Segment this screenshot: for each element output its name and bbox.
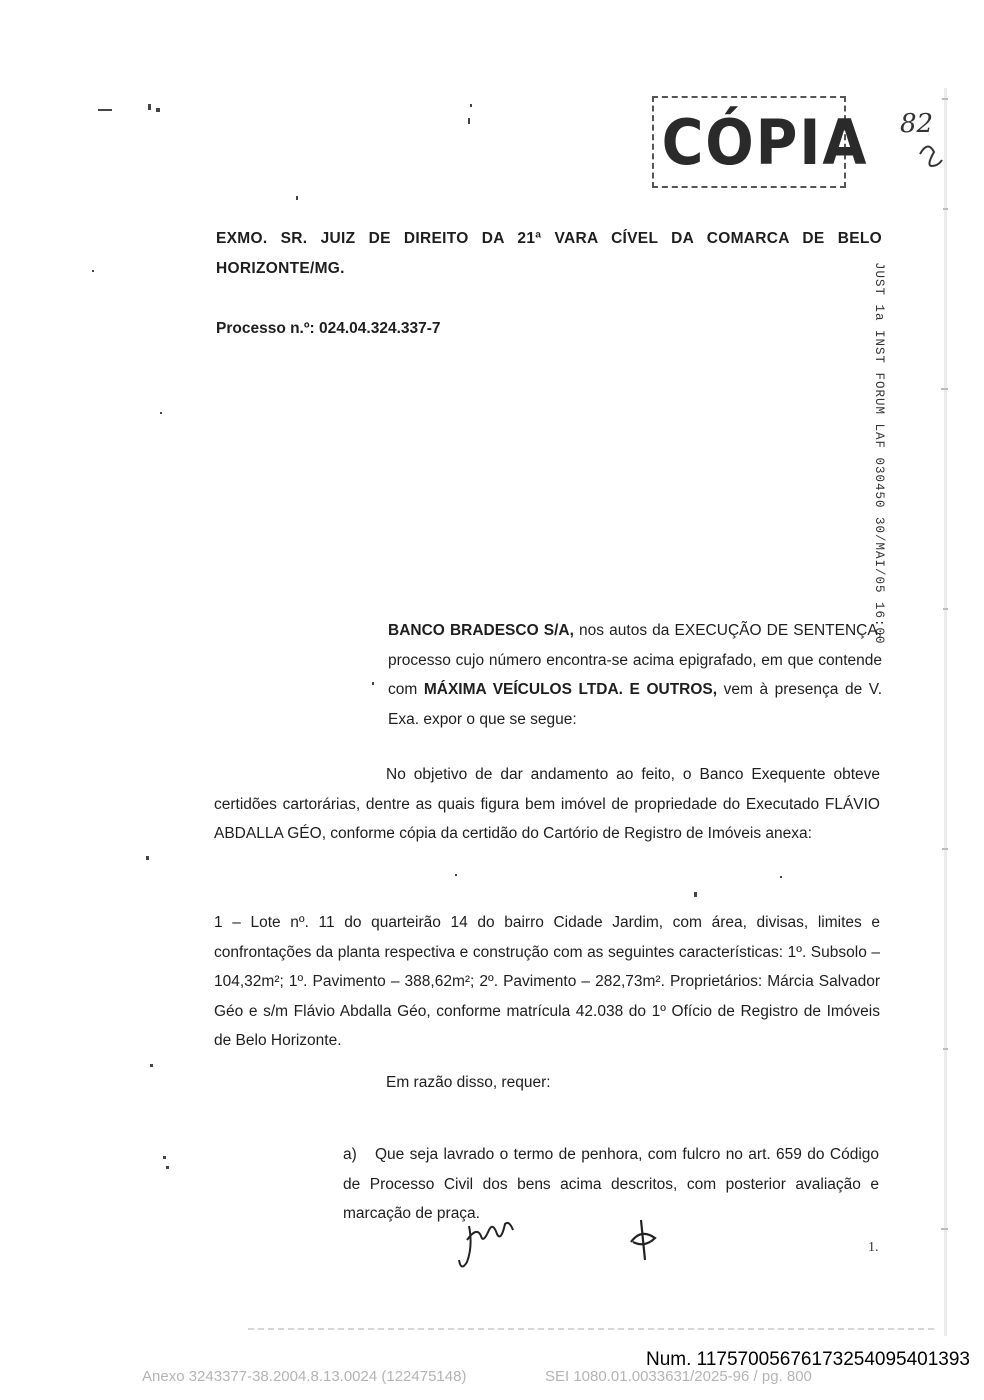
footer-annex-reference: Anexo 3243377-38.2004.8.13.0024 (122475148) <box>142 1368 467 1385</box>
scan-edge-shadow <box>940 88 952 1336</box>
process-number: Processo n.º: 024.04.324.337-7 <box>216 320 441 337</box>
scan-bottom-edge <box>248 1326 938 1334</box>
property-description-paragraph: 1 – Lote nº. 11 do quarteirão 14 do bairro Cidade Jardim, com área, divisas, limites e confrontações da planta respectiva e construção com as seguintes características: 1º. Subsolo – 104,32m²; 1º. Pavimento – 388,62m²; 2º. Pavimento – 282,73m². Proprietários: Márcia Salvador Géo e s/m Flávio Abdalla Géo, conforme matrícula 42.038 do 1º Ofício de Registro de Imóveis de Belo Horizonte. <box>214 914 880 1049</box>
page-number: 1. <box>868 1240 879 1255</box>
addressee-line-2: HORIZONTE/MG. <box>216 260 345 277</box>
folio-number-handwritten <box>896 104 956 174</box>
intro-paragraph <box>388 616 882 734</box>
intro-text-2: vem à presença de V. Exa. expor o que se segue: <box>388 681 883 728</box>
copy-stamp-text: CÓPIA <box>661 106 869 179</box>
handwritten-initials <box>455 1210 685 1274</box>
intro-text-1: nos autos da EXECUÇÃO DE SENTENÇA, processo cujo número encontra-se acima epigrafado, em que contende com <box>388 622 883 698</box>
request-item-text: Que seja lavrado o termo de penhora, com fulcro no art. 659 do Código de Processo Civil dos bens acima descritos, com posterior avaliação e marcação de praça. <box>343 1146 879 1222</box>
footer-sei-reference: SEI 1080.01.0033631/2025-96 / pg. 800 <box>545 1368 812 1385</box>
protocol-stamp: JUST 1a INST FORUM LAF 030450 30/MAI/05 16:00 <box>872 262 886 645</box>
plaintiff-name: BANCO BRADESCO S/A, <box>388 622 574 639</box>
folio-number-text: 82 <box>900 109 934 139</box>
footer-document-number: Num. 11757005676173254095401393 <box>646 1349 971 1370</box>
defendant-name: MÁXIMA VEÍCULOS LTDA. E OUTROS, <box>423 681 718 698</box>
addressee-line-1: EXMO. SR. JUIZ DE DIREITO DA 21ª VARA CÍVEL DA COMARCA DE BELO <box>216 230 882 247</box>
body-paragraph-1: No objetivo de dar andamento ao feito, o Banco Exequente obteve certidões cartorárias, dentre as quais figura bem imóvel de propriedade do Executado FLÁVIO ABDALLA GÉO, conforme cópia da certidão do Cartório de Registro de Imóveis anexa: <box>214 766 880 842</box>
request-item-marker: a) <box>343 1146 357 1163</box>
copy-stamp <box>652 96 869 188</box>
request-intro: Em razão disso, requer: <box>386 1074 551 1091</box>
